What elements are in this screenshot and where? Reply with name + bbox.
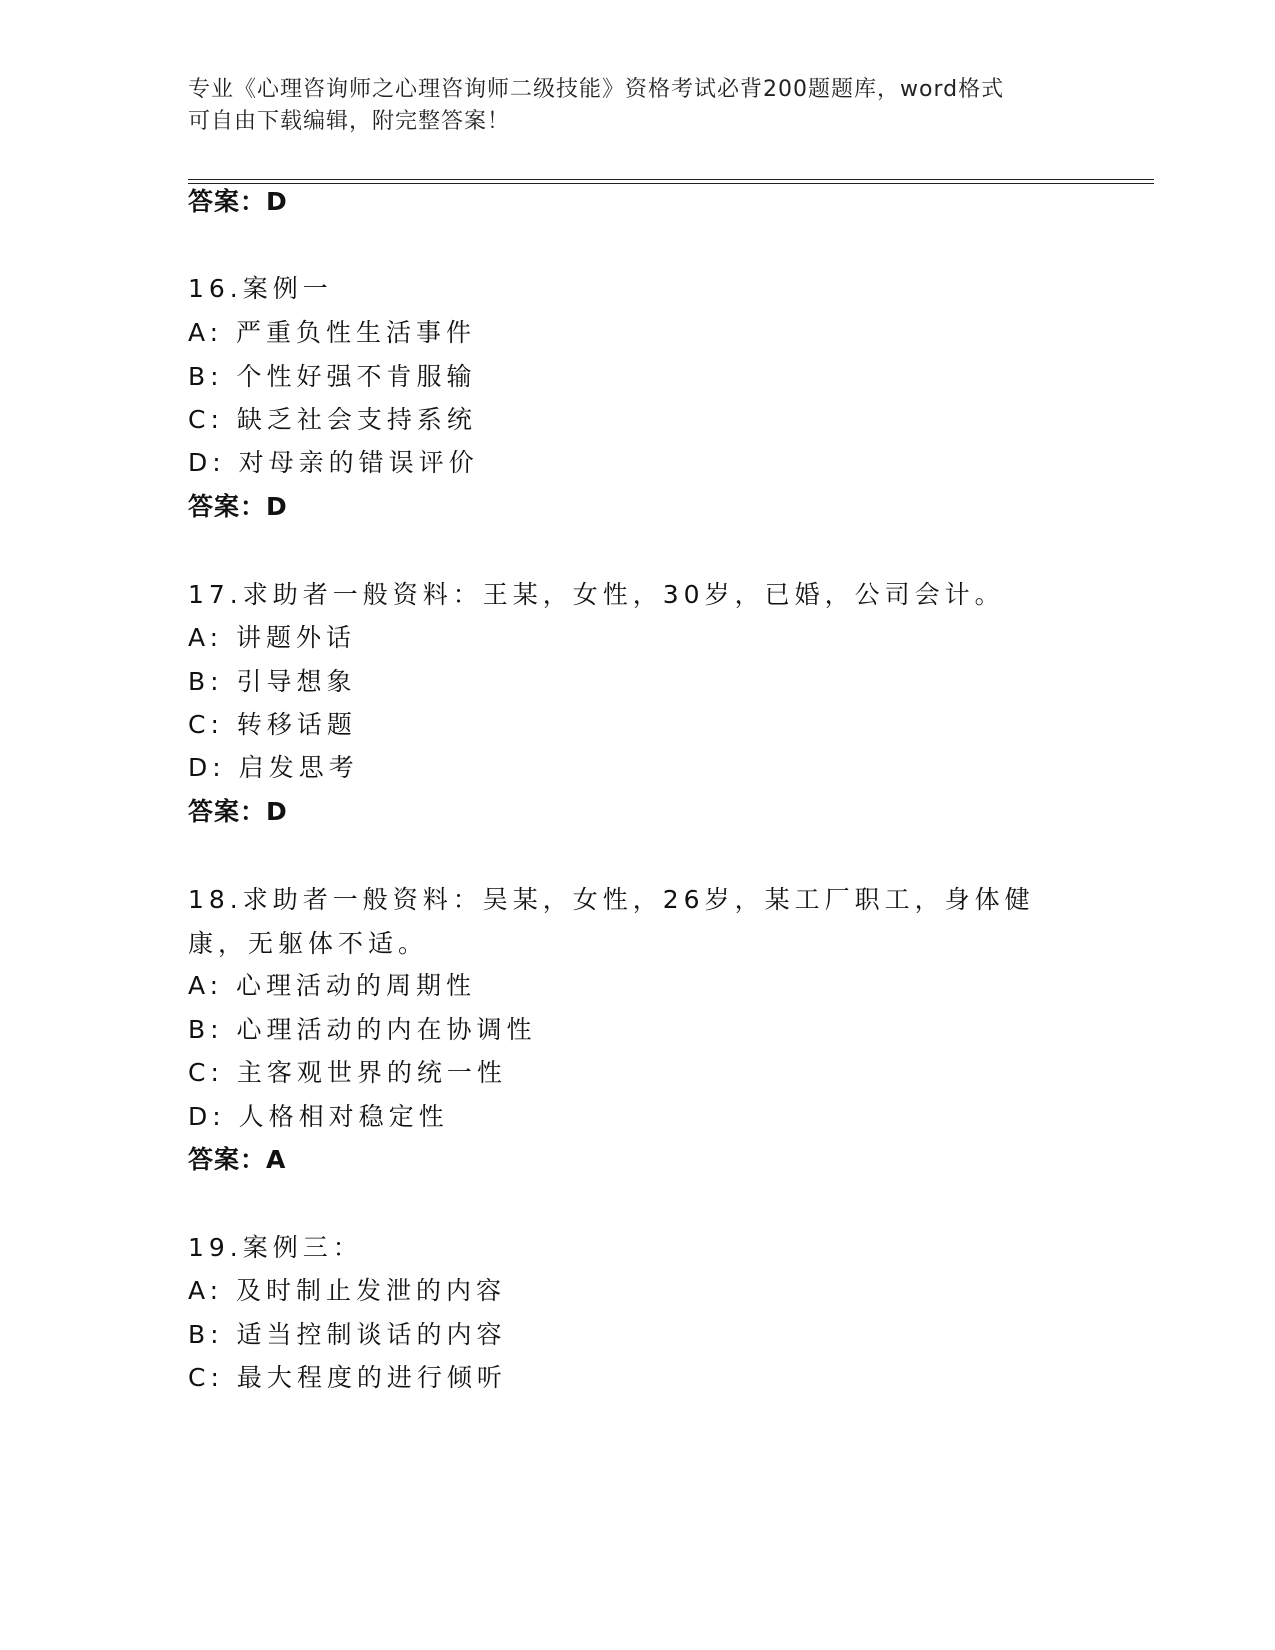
header-divider-top (188, 179, 1154, 180)
option-17-b: B: 引导想象 (188, 667, 357, 696)
option-19-a: A: 及时制止发泄的内容 (188, 1276, 507, 1305)
header-divider-bottom (188, 183, 1154, 184)
option-17-a: A: 讲题外话 (188, 623, 357, 652)
question-17: 17.求助者一般资料：王某，女性，30岁，已婚，公司会计。 (188, 580, 1005, 609)
option-18-d: D: 人格相对稳定性 (188, 1102, 449, 1131)
header-title-line-2: 可自由下载编辑，附完整答案！ (188, 109, 511, 134)
option-17-c: C: 转移话题 (188, 710, 357, 739)
option-16-d: D: 对母亲的错误评价 (188, 448, 479, 477)
answer-18: 答案：A (188, 1145, 287, 1174)
header-title-line-1: 专业《心理咨询师之心理咨询师二级技能》资格考试必背200题题库，word格式 (188, 77, 1005, 102)
answer-17: 答案：D (188, 797, 288, 826)
option-19-c: C: 最大程度的进行倾听 (188, 1363, 507, 1392)
answer-16: 答案：D (188, 492, 288, 521)
question-19: 19.案例三： (188, 1233, 363, 1262)
option-19-b: B: 适当控制谈话的内容 (188, 1320, 507, 1349)
option-17-d: D: 启发思考 (188, 753, 359, 782)
option-16-c: C: 缺乏社会支持系统 (188, 405, 477, 434)
option-16-b: B: 个性好强不肯服输 (188, 362, 477, 391)
answer-15: 答案：D (188, 187, 288, 216)
question-18: 18.求助者一般资料：吴某，女性，26岁，某工厂职工，身体健康，无躯体不适。 (188, 885, 1035, 958)
option-16-a: A: 严重负性生活事件 (188, 318, 477, 347)
document-header (188, 74, 1068, 138)
option-18-c: C: 主客观世界的统一性 (188, 1058, 507, 1087)
option-18-b: B: 心理活动的内在协调性 (188, 1015, 537, 1044)
question-16: 16.案例一 (188, 274, 333, 303)
option-18-a: A: 心理活动的周期性 (188, 971, 477, 1000)
